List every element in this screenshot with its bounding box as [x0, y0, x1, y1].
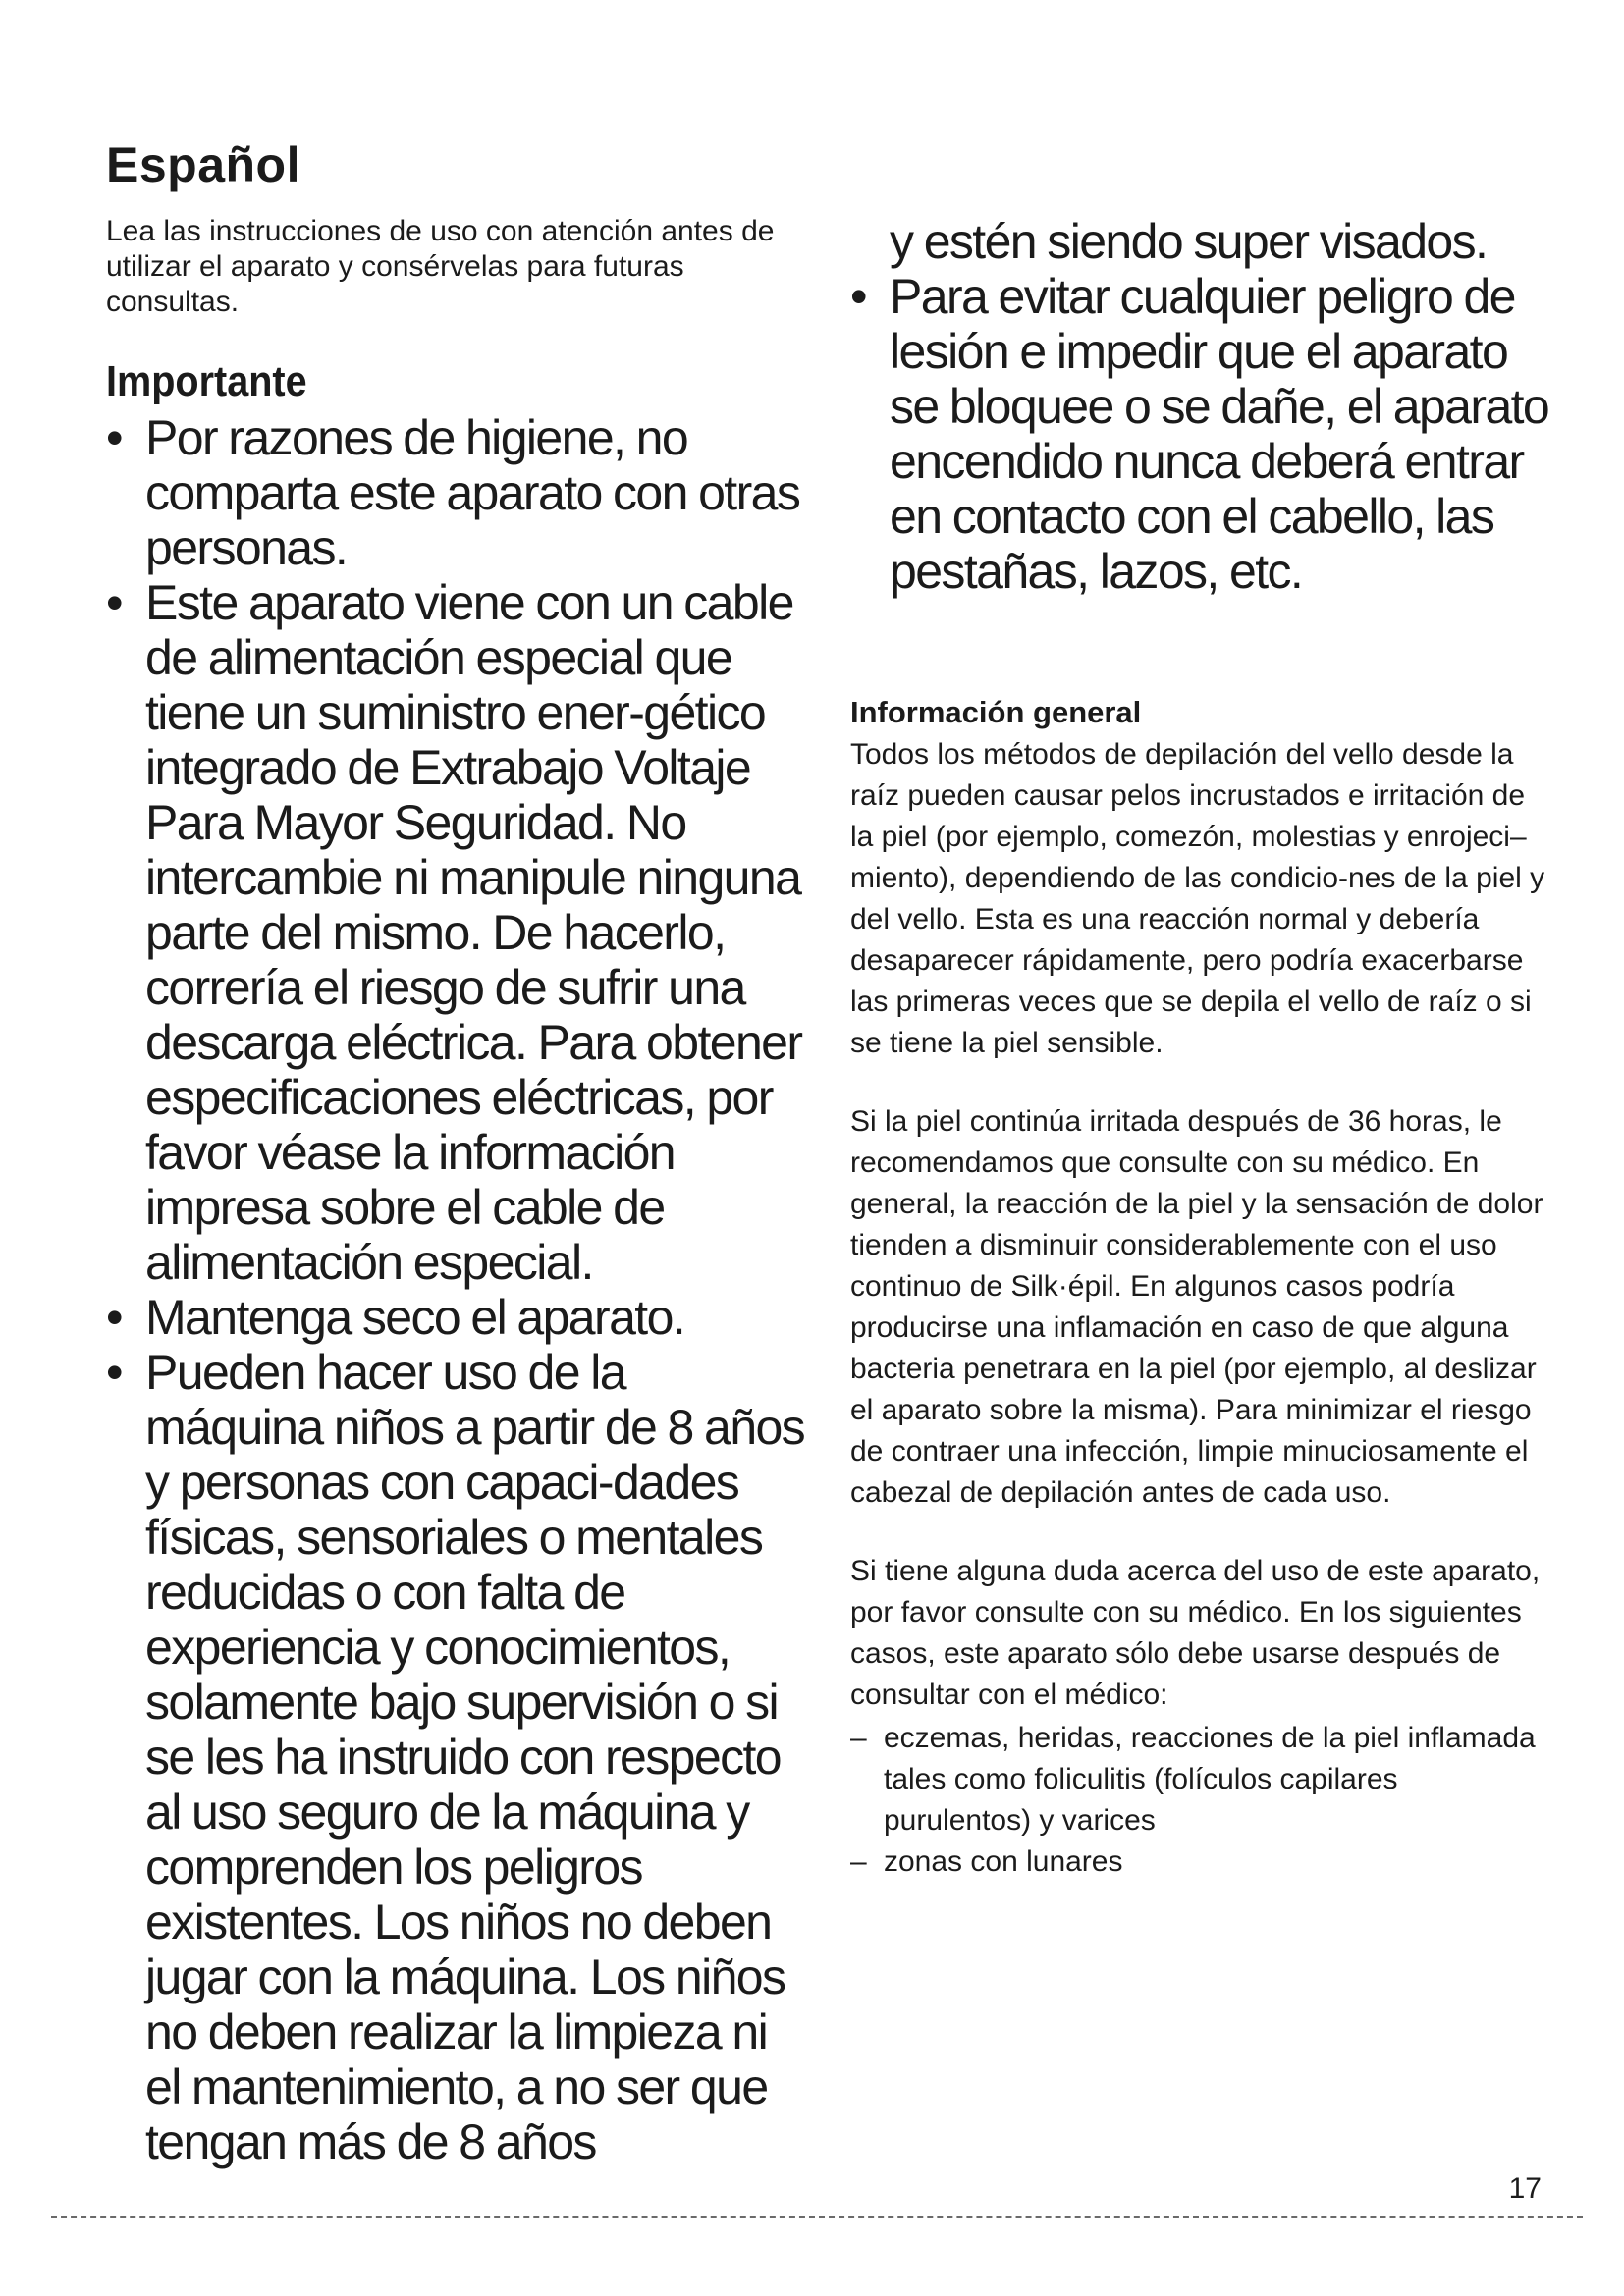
condition-item-text: zonas con lunares: [884, 1845, 1123, 1878]
important-item-continuation: y estén siendo super visados.: [890, 214, 1488, 269]
right-column: [850, 214, 1549, 1883]
condition-item-eczema: [850, 1718, 1549, 1842]
left-column: [106, 137, 813, 2169]
important-item-power-cable: [106, 575, 813, 1290]
bullet-icon: •: [850, 269, 866, 324]
dash-icon: –: [850, 1722, 867, 1754]
important-item-text: Por razones de higiene, no comparta este aparato con otras personas.: [145, 410, 800, 575]
dash-icon: –: [850, 1845, 867, 1878]
important-item-text: Este aparato viene con un cable de alimentación especial que tiene un suministro ener-gético integrado de Extrabajo Voltaje Para Mayor Seguridad. No intercambie ni manipule ninguna parte del mismo. De hacerlo, correría el riesgo de sufrir una descarga eléctrica. Para obtener especificaciones eléctricas, por favor véase la información impresa sobre el cable de alimentación especial.: [145, 575, 802, 1290]
general-info-heading: Información general: [850, 695, 1142, 729]
important-item-hygiene: [106, 410, 813, 575]
footer-divider: [51, 2216, 1583, 2218]
language-title: Español: [106, 137, 300, 192]
important-list: [106, 410, 813, 2169]
important-item-text: Para evitar cualquier peligro de lesión e impedir que el aparato se bloquee o se dañe, el aparato encendido nunca deberá entrar en contacto con el cabello, las pestañas, lazos, etc.: [890, 269, 1549, 599]
bullet-icon: •: [106, 410, 122, 465]
conditions-list: [850, 1718, 1549, 1883]
condition-item-moles: [850, 1842, 1549, 1883]
important-item-keep-dry: [106, 1290, 813, 1345]
bullet-icon: •: [106, 1345, 122, 1400]
important-item-children: [106, 1345, 813, 2169]
important-item-text: Pueden hacer uso de la máquina niños a partir de 8 años y personas con capaci-dades físicas, sensoriales o mentales reducidas o con falta de experiencia y conocimientos, solamente bajo supervisión o si se les ha instruido con respecto al uso seguro de la máquina y comprenden los peligros existentes. Los niños no deben jugar con la máquina. Los niños no deben realizar la limpieza ni el mantenimiento, a no ser que tengan más de 8 años: [145, 1345, 805, 2169]
important-list-continued: [850, 214, 1549, 599]
bullet-icon: •: [106, 575, 122, 630]
intro-paragraph: Lea las instrucciones de uso con atención antes de utilizar el aparato y consérvelas para futuras consultas.: [106, 215, 775, 318]
general-paragraph-2: Si la piel continúa irritada después de 36 horas, le recomendamos que consulte con su médico. En general, la reacción de la piel y la sensación de dolor tienden a disminuir considerablemente con el uso continuo de Silk·épil. En algunos casos podría producirse una inflamación en caso de que alguna bacteria penetrara en la piel (por ejemplo, al deslizar el aparato sobre la misma). Para minimizar el riesgo de contraer una infección, limpie minuciosamente el cabezal de depilación antes de cada uso.: [850, 1105, 1543, 1509]
important-item-text: Mantenga seco el aparato.: [145, 1290, 685, 1345]
bullet-icon: •: [106, 1290, 122, 1345]
general-paragraph-1: Todos los métodos de depilación del vello desde la raíz pueden causar pelos incrustados e irritación de la piel (por ejemplo, comezón, molestias y enrojeci–miento), dependiendo de las condicio-nes de la piel y del vello. Esta es una reacción normal y debería desaparecer rápidamente, pero podría exacerbarse las primeras veces que se depila el vello de raíz o si se tiene la piel sensible.: [850, 738, 1545, 1059]
important-item-hair-contact: [850, 269, 1549, 599]
general-paragraph-3: Si tiene alguna duda acerca del uso de este aparato, por favor consulte con su médico. En los siguientes casos, este aparato sólo debe usarse después de consultar con el médico:: [850, 1555, 1541, 1711]
important-heading: Importante: [106, 357, 307, 405]
page-number: 17: [1508, 2172, 1542, 2205]
condition-item-text: eczemas, heridas, reacciones de la piel inflamada tales como foliculitis (folículos capilares purulentos) y varices: [884, 1722, 1536, 1837]
